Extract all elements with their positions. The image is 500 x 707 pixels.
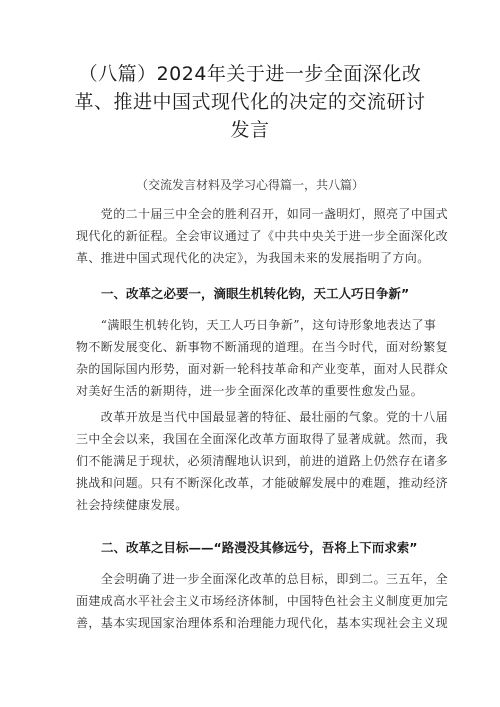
- paragraph-line: 善，基本实现国家治理体系和治理能力现代化，基本实现社会主义现: [76, 616, 449, 630]
- document-subtitle: （交流发言材料及学习心得篇一，共八篇）: [135, 178, 364, 192]
- paragraph-line: 对美好生活的新期待，进一步全面深化改革的重要性愈发凸显。: [76, 384, 424, 398]
- paragraph-line: 物不断发展变化、新事物不断涌现的道理。在当今时代，面对纷繁复: [76, 340, 449, 354]
- paragraph-line: 面建成高水平社会主义市场经济体制，中国特色社会主义制度更加完: [76, 594, 449, 608]
- paragraph-line: 改革开放是当代中国最显著的特征、最壮丽的气象。党的十八届: [76, 410, 449, 424]
- paragraph-line: 们不能满足于现状，必须清醒地认识到，前进的道路上仍然存在诸多: [76, 454, 449, 468]
- section1-paragraph-2: [76, 406, 449, 516]
- paragraph-line: 杂的国际国内形势，面对新一轮科技革命和产业变革，面对人民群众: [76, 362, 449, 376]
- paragraph-line: 全会明确了进一步全面深化改革的总目标，即到二。三五年，全: [76, 572, 449, 586]
- paragraph-line: 革、推进中国式现代化的决定》，为我国未来的发展指明了方向。: [76, 251, 430, 265]
- paragraph-line: 现代化的新征程。全会审议通过了《中共中央关于进一步全面深化改: [76, 229, 449, 243]
- section-heading-1: 一、改革之必要一，滴眼生机转化钧，天工人巧日争新”: [101, 286, 410, 301]
- title-line: （八篇）2024年关于进一步全面深化改: [78, 63, 422, 85]
- section1-paragraph-1: [76, 314, 449, 402]
- title-line: 革、推进中国式现代化的决定的交流研讨: [74, 91, 426, 113]
- section-heading-2: 二、改革之目标——“路漫没其修远兮，吾将上下而求索”: [101, 540, 418, 555]
- section2-paragraph-1: [76, 568, 449, 634]
- paragraph-line: 三中全会以来，我国在全面深化改革方面取得了显著成就。然而，我: [76, 432, 449, 446]
- document-title: [62, 60, 438, 144]
- intro-paragraph: [76, 203, 449, 269]
- paragraph-line: 党的二十届三中全会的胜利召开，如同一盏明灯，照亮了中国式: [76, 207, 449, 221]
- paragraph-line: 挑战和问题。只有不断深化改革，才能破解发展中的难题，推动经济: [76, 476, 449, 490]
- paragraph-line: 社会持续健康发展。: [76, 498, 188, 512]
- paragraph-line: “满眼生机转化钧，天工人巧日争新”，这句诗形象地表达了事: [76, 318, 437, 332]
- title-line: 发言: [230, 119, 270, 141]
